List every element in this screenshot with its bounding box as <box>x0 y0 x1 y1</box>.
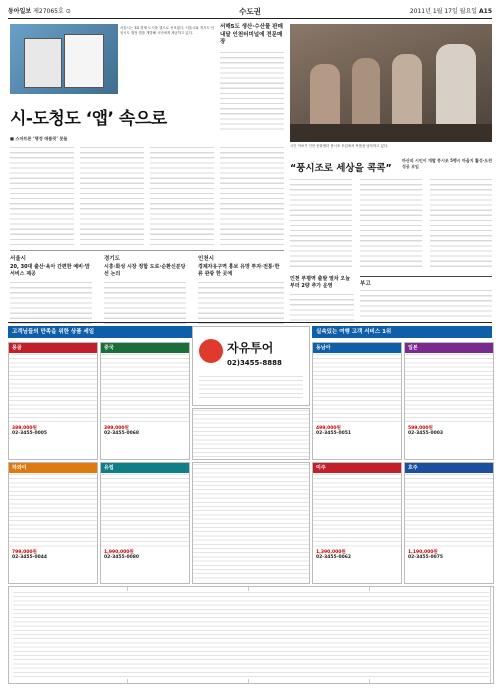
brief-region: 경기도 <box>104 256 120 262</box>
lead-body-col-3 <box>150 146 214 246</box>
brief-region: 인천시 <box>198 256 214 262</box>
ad-cell-listing <box>405 353 493 425</box>
brief-col-gyeonggi <box>104 254 186 327</box>
lead-body-col-2 <box>80 146 144 246</box>
ad-cell-head: 일본 <box>405 343 493 353</box>
ad-cell-head: 유럽 <box>101 463 189 473</box>
lead-photo <box>10 24 118 94</box>
ad-cell[interactable] <box>100 342 190 460</box>
page-header <box>8 6 492 19</box>
brief-title: 20, 30대 출산·육아 간편한 예비·맘 서비스 제공 <box>10 264 90 277</box>
region-title: 인천 부평역 출발 열차 오늘부터 2량 추가 운영 <box>290 276 351 289</box>
ad-cell-head: 중국 <box>101 343 189 353</box>
feature-subtitle: 마산의 시인이 개발 풍시조 5행시 마을지 활성·도전 성공 모임 <box>402 158 492 169</box>
ad-cell-phone: 02-3455-0062 <box>316 555 352 560</box>
second-story <box>220 24 284 131</box>
ad-banner-left[interactable]: 고객님들의 만족을 위한 상품 세일 <box>8 326 192 338</box>
feature-body-col-3 <box>430 178 492 270</box>
ad-cell-price: 499,000원 <box>316 426 341 431</box>
lead-body-col-4 <box>220 146 284 246</box>
brief-title: 시흥·화성 시장 정합 도로·순환신분당선 논의 <box>104 264 186 277</box>
feature-photo-caption: 시인 이씨가 인천 문화센터 풍시조 모임에서 작품을 낭독하고 있다. <box>290 144 389 148</box>
ad-cell-price: 1,190,000원 <box>408 550 438 555</box>
ad-cell-listing <box>313 473 401 549</box>
ad-cell-price: 399,000원 <box>104 426 129 431</box>
ad-cell-phone: 02-3455-0044 <box>12 555 48 560</box>
ad-cell-head: 하와이 <box>9 463 97 473</box>
brief-col-incheon <box>198 254 284 327</box>
ad-cell-phone: 02-3455-0005 <box>12 431 48 436</box>
obituary-label: 부고 <box>360 281 371 287</box>
ad-cell[interactable] <box>404 342 494 460</box>
region-story <box>290 276 354 323</box>
feature-title: “풍시조로 세상을 콕콕” <box>290 163 392 174</box>
lead-body-col-1 <box>10 146 74 246</box>
feature-body-col-2 <box>360 178 422 270</box>
ad-banner-right[interactable]: 실속있는 여행 고객 서비스 1위 <box>312 326 492 338</box>
ad-cell[interactable] <box>312 342 402 460</box>
ad-cell-listing <box>101 353 189 425</box>
ad-cell-listing <box>9 353 97 425</box>
ad-cell-phone: 02-3455-0080 <box>104 555 140 560</box>
brief-title: 경제자유구역 홍보 유망 투자·전통·한류 관광 한 곳에 <box>198 264 280 277</box>
ad-cell-head: 호주 <box>405 463 493 473</box>
ad-cell-price: 389,000원 <box>12 426 37 431</box>
ad-cell-center[interactable] <box>192 408 310 460</box>
second-title: 서해5도 생산·수산물 판매 내달 인천터미널에 전문매장 <box>220 24 283 45</box>
ad-cell-head: 미주 <box>313 463 401 473</box>
ad-cell-listing <box>405 473 493 549</box>
ad-cell-price: 1,390,000원 <box>316 550 346 555</box>
lead-headline: 시-도청도 ‘앱’ 속으로 <box>10 109 167 129</box>
brief-region: 서울시 <box>10 256 26 262</box>
ad-cell-head: 몽골 <box>9 343 97 353</box>
ad-cell[interactable] <box>100 462 190 584</box>
ad-cell-center-lower[interactable] <box>192 462 310 584</box>
ad-cell[interactable] <box>404 462 494 584</box>
ad-cell[interactable] <box>8 342 98 460</box>
ad-cell-phone: 02-3455-0075 <box>408 555 444 560</box>
ad-brand-block[interactable] <box>192 326 310 406</box>
lead-kicker: ■ 스마트폰 ‘행정 애플릿’ 봇물 <box>10 136 68 141</box>
date-page: 2011년 1월 17일 월요일 A15 <box>409 8 492 15</box>
brand-logo-icon <box>199 339 223 363</box>
section-title: 수도권 <box>239 7 261 16</box>
ad-cell-phone: 02-3455-0003 <box>408 431 444 436</box>
feature-photo <box>290 24 492 142</box>
brand-name: 자유투어 <box>227 341 274 355</box>
ad-cell[interactable] <box>312 462 402 584</box>
ad-cell-listing <box>313 353 401 425</box>
obituary-box <box>360 276 492 317</box>
ad-cell-phone: 02-3455-0051 <box>316 431 352 436</box>
ad-cell-listing <box>101 473 189 549</box>
brief-col-seoul <box>10 254 92 327</box>
ad-cell[interactable] <box>8 462 98 584</box>
ad-bottom-strip[interactable] <box>8 586 494 684</box>
lead-photo-caption: 서울시는 3D 경제 도시를 앱으로 선보였다. 서울시와 경기도·인천시도 행정 앱을 개발해 시민에게 제공하고 있다. <box>120 26 214 36</box>
feature-body-col-1 <box>290 178 352 270</box>
ad-cell-listing <box>9 473 97 549</box>
ad-cell-price: 599,000원 <box>408 426 433 431</box>
ad-cell-phone: 02-3455-0068 <box>104 431 140 436</box>
paper-name: 동아일보 제27065호 ⊙ <box>8 8 71 15</box>
brand-phone: 02)3455-8888 <box>227 359 282 367</box>
ad-cell-price: 1,990,000원 <box>104 550 134 555</box>
ad-cell-price: 799,000원 <box>12 550 37 555</box>
ad-cell-head: 동남아 <box>313 343 401 353</box>
